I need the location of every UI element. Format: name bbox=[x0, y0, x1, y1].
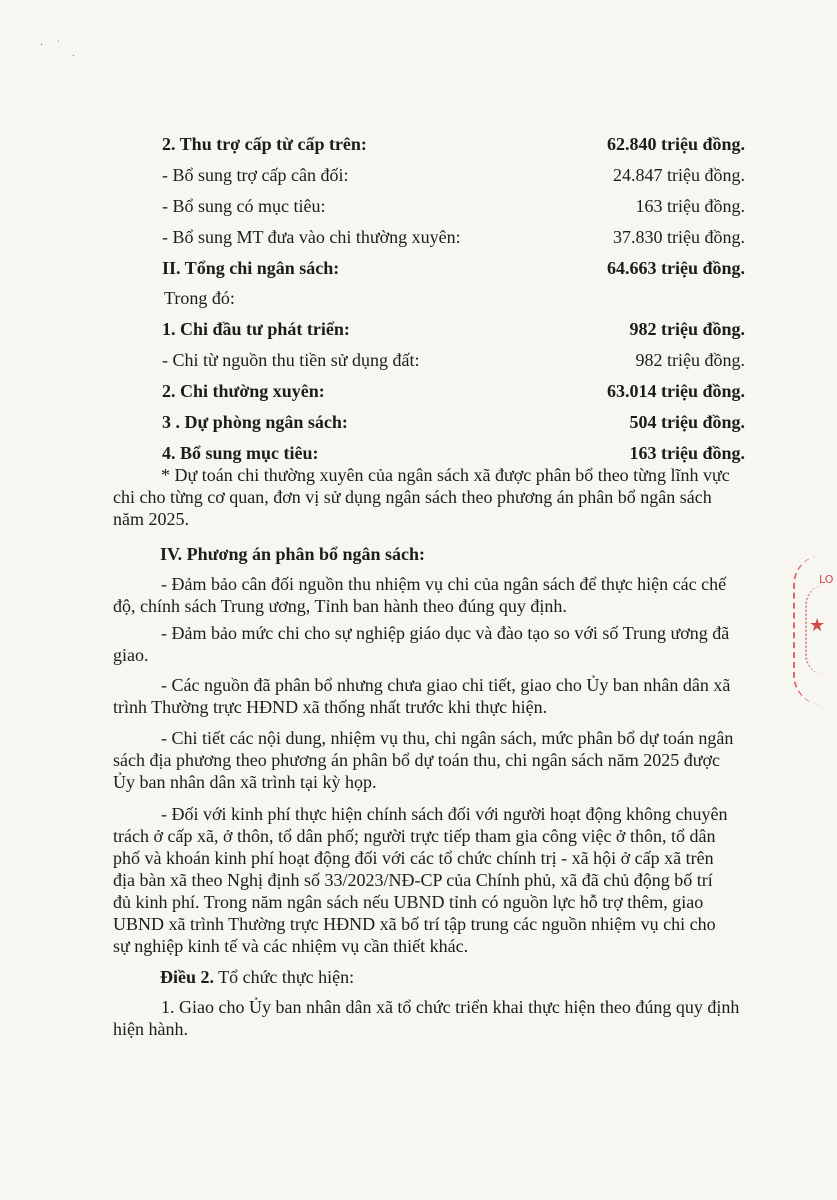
paragraph-2 bbox=[113, 622, 783, 666]
p4-line: sách địa phương theo phương án phân bổ dự toán thu, chi ngân sách năm 2025 được bbox=[113, 750, 720, 770]
dieu2-rest: Tổ chức thực hiện: bbox=[214, 967, 355, 987]
paragraph-3 bbox=[113, 674, 783, 718]
section-IV-title: IV. Phương án phân bổ ngân sách: bbox=[160, 544, 426, 564]
section2-amount: 62.840 triệu đồng. bbox=[606, 134, 745, 154]
chi1-sub-amount: 982 triệu đồng. bbox=[635, 350, 745, 370]
p3-line: - Các nguồn đã phân bổ nhưng chưa giao chi tiết, giao cho Ủy ban nhân dân xã bbox=[161, 675, 731, 695]
paragraph-5 bbox=[113, 803, 783, 957]
p2-line: giao. bbox=[113, 645, 149, 665]
chi1-amount: 982 triệu đồng. bbox=[629, 319, 745, 339]
paragraph-4 bbox=[113, 727, 783, 793]
bs-muc-tieu-amount: 163 triệu đồng. bbox=[635, 196, 745, 216]
dieu2-line bbox=[160, 966, 760, 988]
star-icon: ★ bbox=[809, 615, 826, 636]
dieu2-bold: Điều 2. bbox=[160, 967, 214, 987]
p2-line: - Đảm bảo mức chi cho sự nghiệp giáo dục và đào tạo so với số Trung ương đã bbox=[161, 623, 730, 643]
note-line: năm 2025. bbox=[113, 509, 189, 529]
paragraph-1 bbox=[113, 573, 783, 617]
dieu2-paragraph-1 bbox=[113, 996, 783, 1040]
dieu2-heading bbox=[160, 966, 760, 988]
p4-line: Ủy ban nhân dân xã trình tại kỳ họp. bbox=[113, 772, 377, 792]
note-paragraph bbox=[113, 464, 783, 530]
bs-mt-amount: 37.830 triệu đồng. bbox=[613, 227, 745, 247]
p5-line: sự nghiệp kinh tế và các nhiệm vụ cần thiết khác. bbox=[113, 936, 469, 956]
scan-specks: · ˙ · bbox=[40, 40, 75, 62]
chi3-title: 3 . Dự phòng ngân sách: bbox=[162, 412, 348, 432]
p5-line: - Đối với kinh phí thực hiện chính sách đối với người hoạt động không chuyên bbox=[161, 804, 728, 824]
stamp-text: LO bbox=[819, 573, 834, 586]
p5-line: UBND xã trình Thường trực HĐND xã bố trí tập trung các nguồn nhiệm vụ chi cho bbox=[113, 914, 716, 934]
p1-line: - Đảm bảo cân đối nguồn thu nhiệm vụ chi của ngân sách để thực hiện các chế bbox=[161, 574, 727, 594]
bs-can-doi-label: - Bổ sung trợ cấp cân đối: bbox=[162, 165, 349, 185]
p5-line: đủ kinh phí. Trong năm ngân sách nếu UBND tỉnh có nguồn lực hỗ trợ thêm, giao bbox=[113, 892, 704, 912]
chi2-amount: 63.014 triệu đồng. bbox=[606, 381, 745, 401]
d2p1-line: 1. Giao cho Ủy ban nhân dân xã tổ chức triển khai thực hiện theo đúng quy định bbox=[161, 997, 740, 1017]
p5-line: trách ở cấp xã, ở thôn, tổ dân phố; người trực tiếp tham gia công việc ở thôn, tổ dân bbox=[113, 826, 716, 846]
section2-title: 2. Thu trợ cấp từ cấp trên: bbox=[162, 134, 367, 154]
p5-line: phố và khoán kinh phí hoạt động đối với các tổ chức chính trị - xã hội ở cấp xã trên bbox=[113, 848, 714, 868]
section-II-amount: 64.663 triệu đồng. bbox=[606, 258, 745, 278]
chi1-title: 1. Chi đầu tư phát triển: bbox=[162, 319, 350, 339]
bs-mt-label: - Bổ sung MT đưa vào chi thường xuyên: bbox=[162, 227, 461, 247]
p3-line: trình Thường trực HĐND xã thống nhất trước khi thực hiện. bbox=[113, 697, 548, 717]
section-II-title: II. Tổng chi ngân sách: bbox=[162, 258, 340, 278]
bs-muc-tieu-label: - Bổ sung có mục tiêu: bbox=[162, 196, 326, 216]
trong-do-label: Trong đó: bbox=[164, 288, 235, 308]
chi2-title: 2. Chi thường xuyên: bbox=[162, 381, 325, 401]
chi3-amount: 504 triệu đồng. bbox=[629, 412, 745, 432]
bs-can-doi-amount: 24.847 triệu đồng. bbox=[613, 165, 745, 185]
p1-line: độ, chính sách Trung ương, Tỉnh ban hành theo đúng quy định. bbox=[113, 596, 567, 616]
chi1-sub-label: - Chi từ nguồn thu tiền sử dụng đất: bbox=[162, 350, 420, 370]
partial-seal-stamp bbox=[793, 555, 837, 705]
d2p1-line: hiện hành. bbox=[113, 1019, 188, 1039]
p5-line: địa bàn xã theo Nghị định số 33/2023/NĐ-CP của Chính phủ, xã đã chủ động bố trí bbox=[113, 870, 713, 890]
chi4-amount: 163 triệu đồng. bbox=[629, 443, 745, 463]
note-line: chi cho từng cơ quan, đơn vị sử dụng ngân sách theo phương án phân bổ ngân sách bbox=[113, 487, 712, 507]
note-line: * Dự toán chi thường xuyên của ngân sách xã được phân bổ theo từng lĩnh vực bbox=[161, 465, 730, 485]
chi4-title: 4. Bổ sung mục tiêu: bbox=[162, 443, 319, 463]
p4-line: - Chi tiết các nội dung, nhiệm vụ thu, chi ngân sách, mức phân bổ dự toán ngân bbox=[161, 728, 734, 748]
